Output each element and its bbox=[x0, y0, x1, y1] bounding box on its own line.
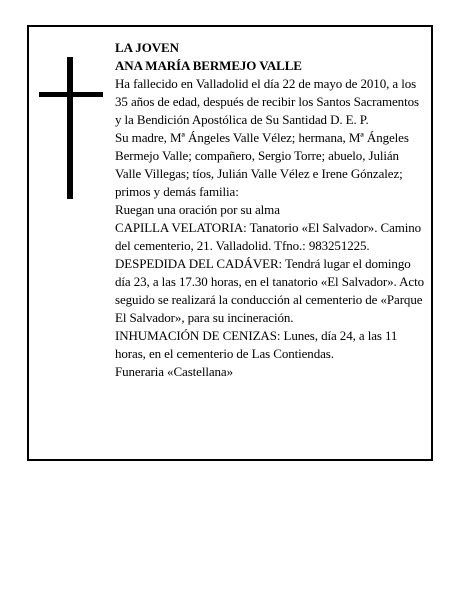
wake-chapel-info: CAPILLA VELATORIA: Tanatorio «El Salvador». Camino del cementerio, 21. Valladolid. Tfno.: 983251225. bbox=[115, 220, 422, 253]
notice-body bbox=[115, 39, 427, 381]
death-announcement: Ha fallecido en Valladolid el día 22 de mayo de 2010, a los 35 años de edad, después de recibir los Santos Sacramentos y la Bendición Apostólica de Su Santidad D. E. P. bbox=[115, 76, 419, 127]
cross-horizontal-bar bbox=[39, 92, 103, 97]
prayer-request: Ruegan una oración por su alma bbox=[115, 202, 280, 217]
cross-icon bbox=[39, 57, 103, 199]
ash-burial-info: INHUMACIÓN DE CENIZAS: Lunes, día 24, a las 11 horas, en el cementerio de Las Contiendas. bbox=[115, 328, 398, 361]
notice-heading: LA JOVEN bbox=[115, 40, 179, 55]
cross-vertical-bar bbox=[67, 57, 73, 199]
funeral-info: DESPEDIDA DEL CADÁVER: Tendrá lugar el domingo día 23, a las 17.30 horas, en el tanatorio «El Salvador». Acto seguido se realizará la conducción al cementerio de «Parque El Salvador», para su incineración. bbox=[115, 256, 424, 325]
family-list: Su madre, Mª Ángeles Valle Vélez; hermana, Mª Ángeles Bermejo Valle; compañero, Sergio Torre; abuelo, Julián Valle Villegas; tíos, Julián Valle Vélez e Irene Gónzalez; primos y demás familia: bbox=[115, 130, 409, 199]
funeral-home: Funeraria «Castellana» bbox=[115, 364, 234, 379]
deceased-name: ANA MARÍA BERMEJO VALLE bbox=[115, 58, 302, 73]
obituary-notice bbox=[27, 25, 433, 461]
